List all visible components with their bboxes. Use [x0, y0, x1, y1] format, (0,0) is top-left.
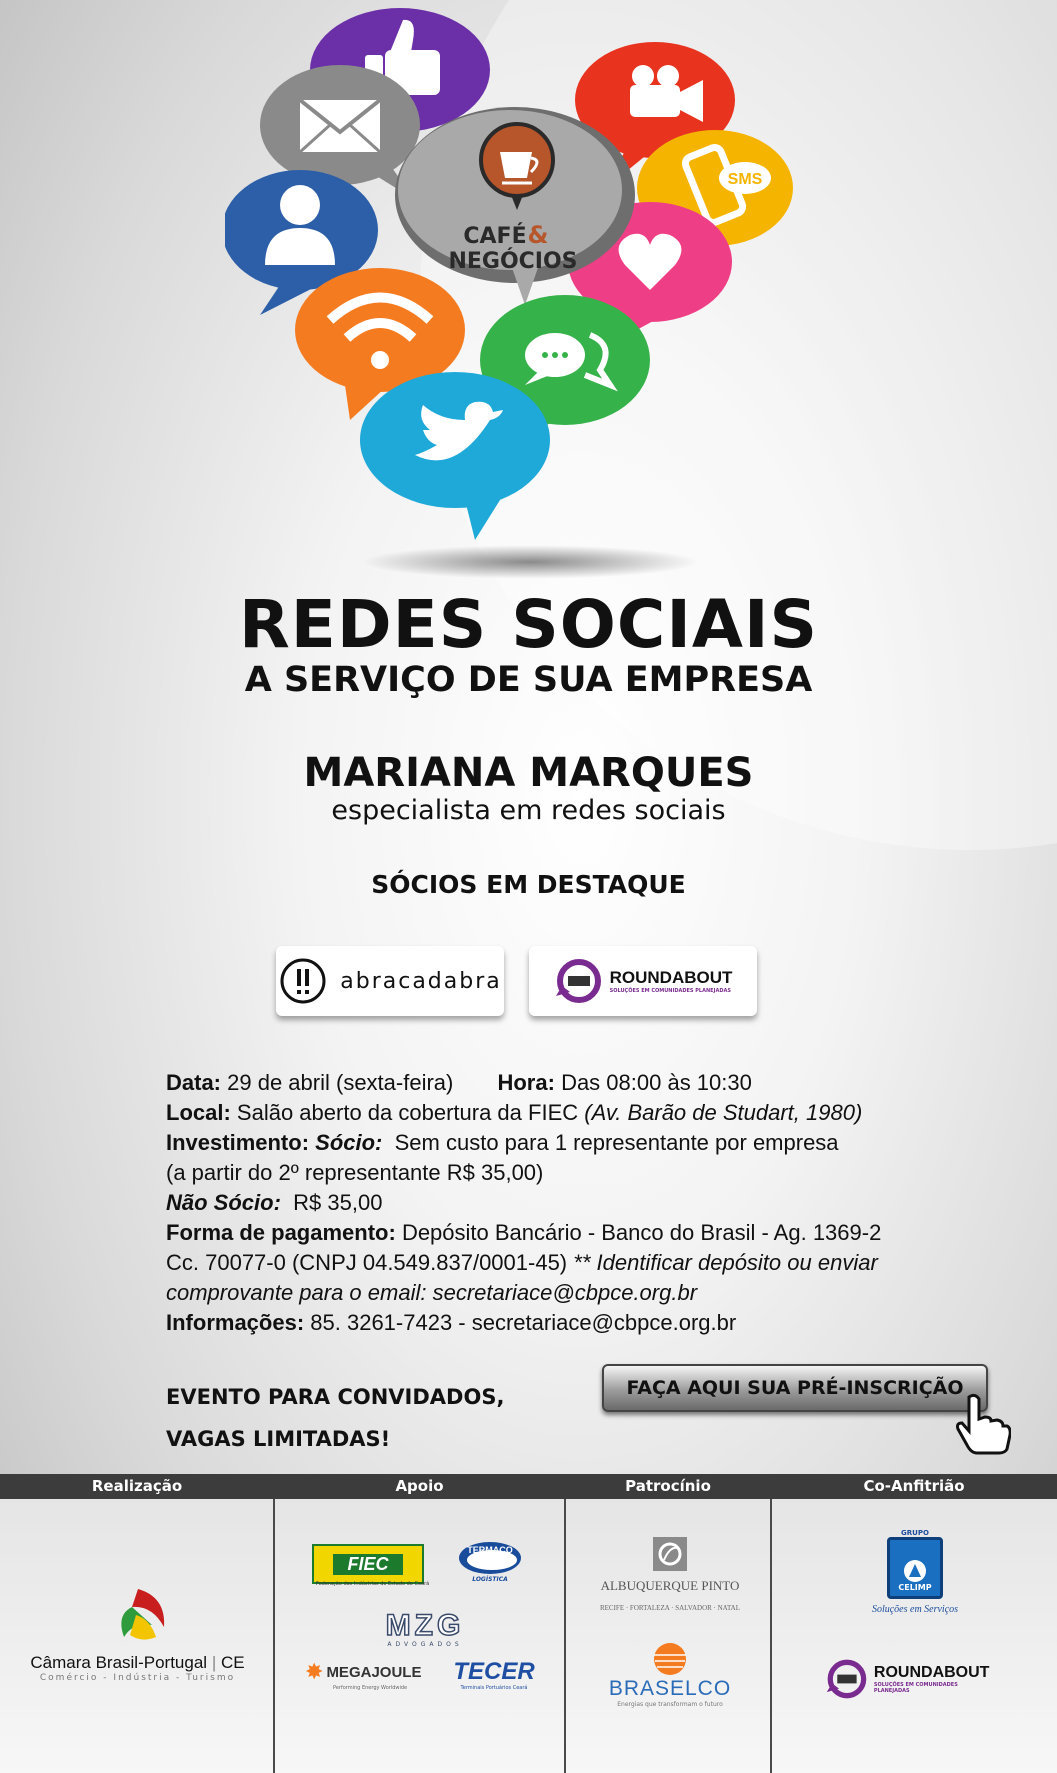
- member-extra: (a partir do 2º representante R$ 35,00): [166, 1160, 544, 1185]
- place-label: Local:: [166, 1100, 231, 1125]
- investment-row: [166, 1128, 966, 1158]
- negocios-label: NEGÓCIOS: [448, 249, 578, 274]
- pre-registration-button[interactable]: [602, 1364, 988, 1412]
- date-label: Data:: [166, 1070, 222, 1095]
- megajoule-star-icon: ✸: [305, 1659, 324, 1685]
- time-value: Das 08:00 às 10:30: [561, 1070, 752, 1095]
- date-row: [166, 1068, 966, 1098]
- twitter-bird-icon: [360, 372, 550, 540]
- termaco-swoosh-icon: [457, 1540, 523, 1576]
- investment-label: Investimento:: [166, 1130, 310, 1155]
- payment-note-row: [166, 1278, 966, 1308]
- speaker-role: especialista em redes sociais: [331, 795, 726, 826]
- termaco-sub: LOGÍSTICA: [472, 1575, 508, 1583]
- ampersand-label: &: [527, 221, 549, 249]
- tecer-name: TECER: [453, 1658, 535, 1685]
- celimp-badge: [887, 1537, 943, 1599]
- camara-name: Câmara Brasil-Portugal: [30, 1653, 208, 1672]
- braselco-logo[interactable]: [585, 1634, 755, 1714]
- event-title: REDES SOCIAIS: [238, 586, 819, 663]
- event-subtitle: A SERVIÇO DE SUA EMPRESA: [244, 660, 813, 700]
- megajoule-sub: Performing Energy Worldwide: [333, 1684, 408, 1691]
- place-value: Salão aberto da cobertura da FIEC: [236, 1100, 579, 1125]
- roundabout-footer-name: ROUNDABOUT: [873, 1664, 990, 1681]
- social-bubbles-illustration: [225, 0, 825, 560]
- cafe-label: CAFÉ: [463, 224, 527, 249]
- abracadabra-name: abracadabra: [340, 968, 502, 994]
- camara-tagline: Comércio - Indústria - Turismo: [39, 1673, 236, 1683]
- megajoule-name: MEGAJOULE: [326, 1663, 422, 1681]
- roundabout-icon: [554, 956, 604, 1006]
- fiec-subtitle: Federação das Indústrias do Estado do Ceará: [316, 1581, 430, 1587]
- camara-suffix: CE: [220, 1653, 245, 1672]
- sponsors-footer: [0, 1474, 1057, 1773]
- speaker-name: MARIANA MARQUES: [303, 750, 754, 796]
- info-row: [166, 1308, 966, 1338]
- header-apoio: Apoio: [395, 1477, 444, 1495]
- albuquerque-pinto-logo[interactable]: [585, 1524, 755, 1624]
- payment-note-2: comprovante para o email: secretariace@cbpce.org.br: [166, 1280, 698, 1305]
- roundabout-footer-sub: SOLUÇÕES EM COMUNIDADES PLANEJADAS: [873, 1682, 958, 1694]
- payment-label: Forma de pagamento:: [166, 1220, 396, 1245]
- header-realizacao: Realização: [91, 1477, 183, 1495]
- pre-registration-label: FAÇA AQUI SUA PRÉ-INSCRIÇÃO: [626, 1377, 964, 1399]
- payment-value: Depósito Bancário - Banco do Brasil - Ag. 1369-2: [401, 1220, 882, 1245]
- time-label: Hora:: [497, 1070, 555, 1095]
- info-label: Informações:: [166, 1310, 305, 1335]
- invite-line-2: VAGAS LIMITADAS!: [166, 1427, 391, 1451]
- celimp-emblem-icon: [900, 1559, 930, 1583]
- place-row: [166, 1098, 966, 1128]
- info-value: 85. 3261-7423 - secretariace@cbpce.org.br: [310, 1310, 737, 1335]
- braselco-name: BRASELCO: [608, 1676, 732, 1700]
- mzg-name: MZG: [385, 1608, 465, 1642]
- tecer-logo[interactable]: [448, 1654, 540, 1696]
- payment-row: [166, 1218, 966, 1248]
- column-divider: [770, 1499, 772, 1773]
- albuquerque-name: ALBUQUERQUE PINTO: [600, 1578, 740, 1593]
- invite-line-1: EVENTO PARA CONVIDADOS,: [166, 1385, 505, 1409]
- event-details: [166, 1068, 966, 1338]
- payment-account: Cc. 70077-0 (CNPJ 04.549.837/0001-45): [166, 1250, 568, 1275]
- fiec-name: FIEC: [333, 1554, 402, 1575]
- place-address: (Av. Barão de Studart, 1980): [584, 1100, 863, 1125]
- albuquerque-cities: RECIFE · FORTALEZA · SALVADOR · NATAL: [599, 1604, 741, 1612]
- nonmember-row: [166, 1188, 966, 1218]
- abracadabra-logo-card[interactable]: [276, 946, 504, 1016]
- member-label: Sócio:: [315, 1130, 383, 1155]
- date-value: 29 de abril (sexta-feira): [227, 1070, 454, 1095]
- column-divider: [273, 1499, 275, 1773]
- albuquerque-emblem-icon: [652, 1536, 688, 1572]
- hand-cursor-icon: [955, 1393, 1011, 1455]
- roundabout-footer-icon: [825, 1657, 869, 1701]
- mzg-sub: ADVOGADOS: [387, 1640, 463, 1648]
- camara-emblem-icon: [106, 1585, 170, 1647]
- featured-heading: SÓCIOS EM DESTAQUE: [371, 870, 686, 899]
- member-value: Sem custo para 1 representante por empresa: [394, 1130, 839, 1155]
- nonmember-label: Não Sócio:: [166, 1190, 281, 1215]
- header-patrocinio: Patrocínio: [625, 1477, 711, 1495]
- svg-text:TERMACO: TERMACO: [467, 1544, 513, 1555]
- celimp-logo[interactable]: [850, 1519, 980, 1624]
- celimp-name: CELIMP: [898, 1582, 932, 1592]
- roundabout-logo-card[interactable]: [529, 946, 757, 1016]
- abracadabra-icon: [278, 956, 328, 1006]
- fiec-logo[interactable]: [312, 1544, 424, 1584]
- nonmember-value: R$ 35,00: [293, 1190, 383, 1215]
- header-coanfitriao: Co-Anfitrião: [863, 1477, 965, 1495]
- column-divider: [564, 1499, 566, 1773]
- braselco-sub: Energias que transformam o futuro: [617, 1700, 723, 1708]
- sponsors-header-bar: [0, 1474, 1057, 1499]
- megajoule-logo[interactable]: [305, 1656, 425, 1694]
- mzg-logo[interactable]: [370, 1609, 480, 1649]
- payment-note: ** Identificar depósito ou enviar: [573, 1250, 878, 1275]
- invite-notice: [166, 1376, 504, 1460]
- sms-label: SMS: [727, 171, 763, 188]
- roundabout-footer-logo[interactable]: [825, 1654, 995, 1704]
- termaco-logo[interactable]: [455, 1534, 525, 1588]
- roundabout-tagline: SOLUÇÕES EM COMUNIDADES PLANEJADAS: [609, 988, 731, 994]
- braselco-sun-icon: [650, 1641, 690, 1677]
- payment-account-row: [166, 1248, 966, 1278]
- camara-brasil-portugal-logo[interactable]: Câmara Brasil-Portugal | CE Comércio - Indústria - Turismo: [10, 1564, 265, 1704]
- celimp-sub: Soluções em Serviços: [871, 1603, 959, 1615]
- celimp-group: GRUPO: [901, 1528, 929, 1537]
- tecer-sub: Terminais Portuários Ceará: [460, 1685, 528, 1691]
- roundabout-name: ROUNDABOUT: [609, 968, 733, 987]
